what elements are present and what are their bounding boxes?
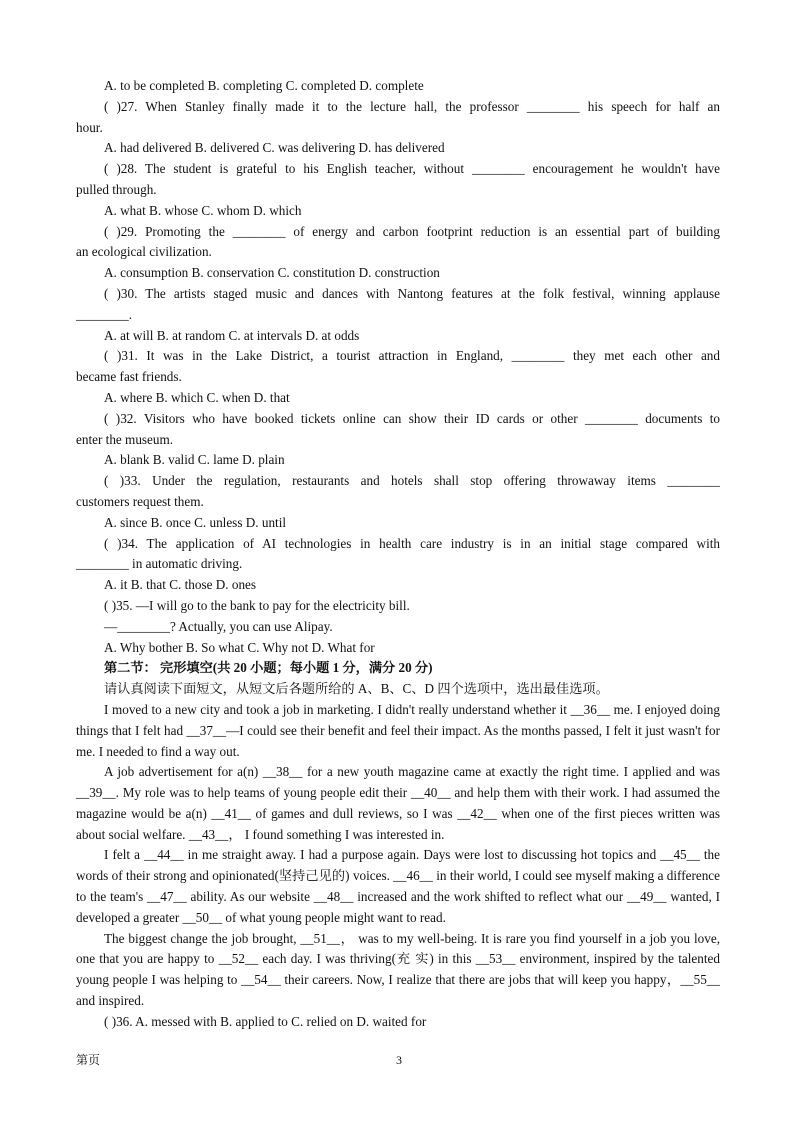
text-line: ( )31. It was in the Lake District, a tourist attraction in England, ________ they met each other and — [104, 348, 720, 364]
text-line: ( )34. The application of AI technologies in health care industry is in an initial stage compared with — [104, 535, 720, 551]
text-line: A. consumption B. conservation C. constitution D. construction — [104, 265, 440, 281]
text-line: 请认真阅读下面短文，从短文后各题所给的 A、B、C、D 四个选项中，选出最佳选项。 — [104, 681, 609, 697]
passage-paragraph: I moved to a new city and took a job in marketing. I didn't really understand whether it __36__ me. I enjoyed doing things that I felt had __37__—I could see their benefit and feel their impact. As the months passed, I felt it just wasn't for me. I needed to find a way out. — [76, 701, 720, 759]
text-line: ( )32. Visitors who have booked tickets online can show their ID cards or other ________ documents to — [104, 410, 720, 426]
page-content — [76, 76, 720, 1033]
question-36-options: ( )36. A. messed with B. applied to C. relied on D. waited for — [104, 1013, 427, 1029]
text-line: A. it B. that C. those D. ones — [104, 577, 257, 593]
cloze-passage — [76, 700, 720, 1012]
text-line: pulled through. — [76, 181, 157, 197]
text-line: A. to be completed B. completing C. completed D. complete — [104, 78, 424, 93]
text-line: ( )33. Under the regulation, restaurants and hotels shall stop offering throwaway items ________ — [104, 473, 720, 489]
passage-paragraph: I felt a __44__ in me straight away. I had a purpose again. Days were lost to discussing hot topics and __45__ the words of their strong and opinionated(坚持己见的) voices. __46__ in their world, I could see myself making a difference to the team's __47__ ability. As our website __48__ increased and the work shifted to reflect what our __49__ wanted, I developed a greater __50__ of what young people might want to read. — [76, 847, 720, 925]
text-line: ________. — [76, 306, 133, 322]
passage-paragraph: A job advertisement for a(n) __38__ for a new youth magazine came at exactly the right time. I applied and was __39__. My role was to help teams of young people edit their __40__ and help them with their work. I had assumed the magazine would be a(n) __41__ of games and dull reviews, so I was __42__ when one of the first pieces written was about social welfare. __43__， I found something I was interested in. — [76, 764, 720, 842]
text-line: A. where B. which C. when D. that — [104, 389, 290, 405]
text-line: ________ in automatic driving. — [76, 556, 243, 572]
question-lines — [76, 76, 720, 700]
text-line: 第二节： 完形填空(共 20 小题；每小题 1 分，满分 20 分) — [104, 660, 433, 676]
text-line: ( )28. The student is grateful to his English teacher, without ________ encouragement he wouldn't have — [104, 161, 720, 177]
text-line: A. Why bother B. So what C. Why not D. What for — [104, 639, 375, 655]
text-line: A. had delivered B. delivered C. was delivering D. has delivered — [104, 140, 445, 156]
text-line: A. at will B. at random C. at intervals D. at odds — [104, 327, 360, 343]
footer-page-number: 3 — [396, 1053, 402, 1067]
text-line: became fast friends. — [76, 369, 182, 385]
text-line: A. blank B. valid C. lame D. plain — [104, 452, 285, 468]
text-line: enter the museum. — [76, 431, 174, 447]
footer-page-label: 第页 — [76, 1053, 101, 1067]
text-line: customers request them. — [76, 493, 204, 509]
text-line: an ecological civilization. — [76, 244, 212, 260]
text-line: ( )30. The artists staged music and dances with Nantong features at the folk festival, winning applause — [104, 285, 720, 301]
text-line: A. since B. once C. unless D. until — [104, 514, 287, 530]
text-line: hour. — [76, 119, 103, 135]
text-line: ( )27. When Stanley finally made it to the lecture hall, the professor ________ his speech for half an — [104, 98, 720, 114]
text-line: A. what B. whose C. whom D. which — [104, 202, 302, 218]
text-line: ( )35. —I will go to the bank to pay for the electricity bill. — [104, 597, 410, 613]
text-line: —________? Actually, you can use Alipay. — [104, 618, 333, 634]
passage-paragraph: The biggest change the job brought, __51__， was to my well-being. It is rare you find yourself in a job you love, one that you are happy to __52__ each day. I was thriving(充 实) in this __53__ environment, inspired by the talented young people I was helping to __54__ their careers. Now, I realize that there are jobs that will keep you happy，__55__ and inspired. — [76, 930, 720, 1009]
text-line: ( )29. Promoting the ________ of energy and carbon footprint reduction is an essential part of building — [104, 223, 720, 239]
